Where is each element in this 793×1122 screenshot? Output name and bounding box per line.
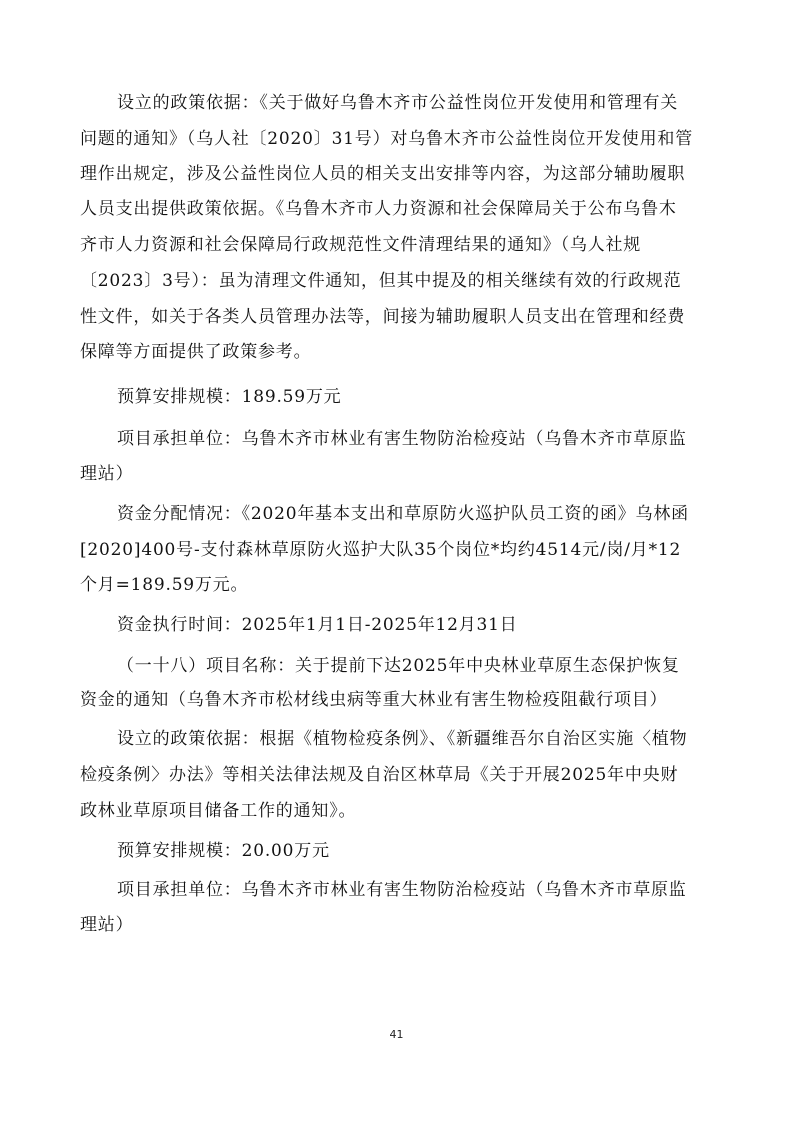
text-line: 项目承担单位：乌鲁木齐市林业有害生物防治检疫站（乌鲁木齐市草原监: [117, 880, 687, 900]
text-line: 预算安排规模：189.59万元: [117, 387, 342, 407]
text-line: 设立的政策依据：根据《植物检疫条例》、《新疆维吾尔自治区实施〈植物: [117, 729, 688, 749]
text-line: 检疫条例〉办法》等相关法律法规及自治区林草局《关于开展2025年中央财: [80, 765, 679, 785]
text-line: 齐市人力资源和社会保障局行政规范性文件清理结果的通知》（乌人社规: [80, 235, 642, 255]
text-line: 理作出规定，涉及公益性岗位人员的相关支出安排等内容，为这部分辅助履职: [80, 164, 686, 184]
text-line: 保障等方面提供了政策参考。: [80, 342, 312, 362]
text-line: 项目承担单位：乌鲁木齐市林业有害生物防治检疫站（乌鲁木齐市草原监: [117, 429, 687, 449]
text-line: 设立的政策依据：《关于做好乌鲁木齐市公益性岗位开发使用和管理有关: [117, 93, 679, 113]
text-line: 资金分配情况：《2020年基本支出和草原防火巡护队员工资的函》乌林函: [117, 504, 689, 524]
text-line: [2020]400号-支付森林草原防火巡护大队35个岗位*均约4514元/岗/月*12: [80, 540, 682, 560]
text-line: 理站）: [80, 915, 134, 935]
text-line: 人员支出提供政策依据。《乌鲁木齐市人力资源和社会保障局关于公布乌鲁木: [80, 199, 677, 219]
text-line: （一十八）项目名称：关于提前下达2025年中央林业草原生态保护恢复: [117, 656, 680, 676]
text-line: 问题的通知》（乌人社〔2020〕31号）对乌鲁木齐市公益性岗位开发使用和管: [80, 129, 693, 149]
text-line: 政林业草原项目储备工作的通知》。: [80, 801, 357, 821]
text-line: 资金执行时间：2025年1月1日-2025年12月31日: [117, 615, 518, 635]
text-line: 性文件，如关于各类人员管理办法等，间接为辅助履职人员支出在管理和经费: [80, 307, 686, 327]
text-line: 资金的通知（乌鲁木齐市松材线虫病等重大林业有害生物检疫阻截行项目）: [80, 690, 668, 710]
text-line: 〔2023〕3号）：虽为清理文件通知，但其中提及的相关继续有效的行政规范: [80, 271, 682, 291]
text-line: 理站）: [80, 464, 134, 484]
text-line: 个月=189.59万元。: [80, 575, 249, 595]
page-number: 41: [389, 1028, 404, 1041]
text-line: 预算安排规模：20.00万元: [117, 841, 330, 861]
